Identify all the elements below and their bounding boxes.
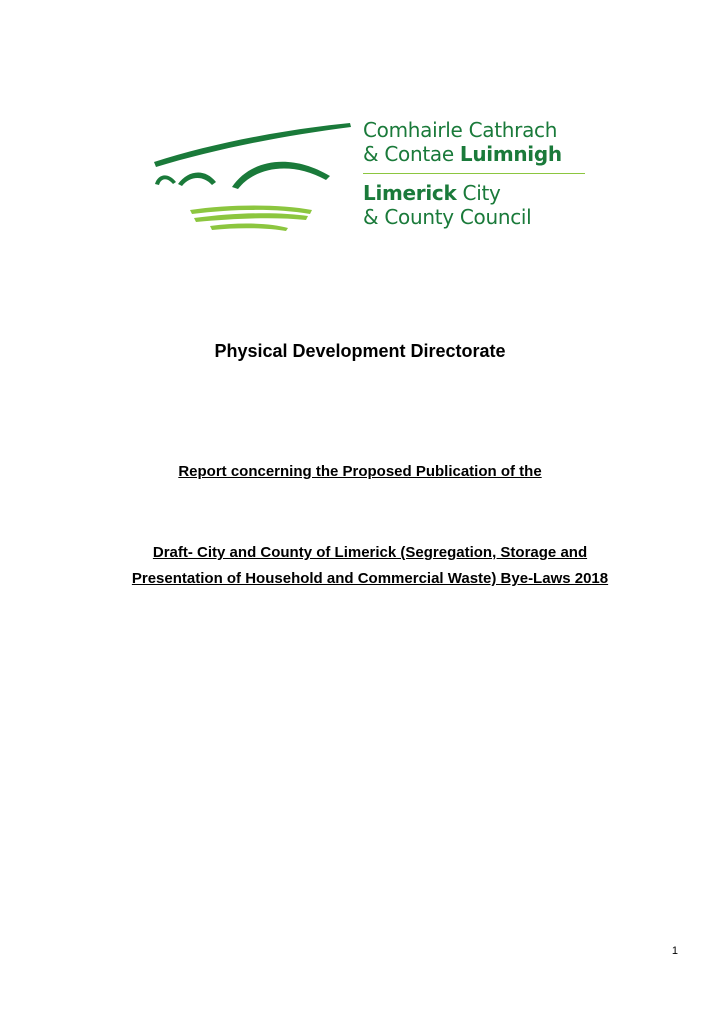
directorate-heading: Physical Development Directorate (214, 341, 506, 361)
logo-wordmark (363, 118, 588, 229)
logo-divider (363, 173, 585, 174)
bridge-emblem-icon (150, 112, 360, 237)
logo-english-rest: City (456, 181, 501, 205)
logo-english-line-2: & County Council (363, 205, 532, 229)
report-title: Report concerning the Proposed Publication of the (178, 463, 542, 480)
council-logo (150, 112, 590, 242)
logo-irish-prefix: & Contae (363, 142, 460, 166)
page-number: 1 (671, 945, 678, 957)
logo-irish-bold: Luimnigh (459, 142, 562, 166)
logo-irish-line-1: Comhairle Cathrach (363, 118, 558, 142)
draft-title-line-1: Draft- City and County of Limerick (Segregation, Storage and (152, 544, 588, 561)
draft-bye-laws-title (90, 540, 650, 592)
logo-english-bold: Limerick (363, 181, 457, 205)
logo-english-line-1 (363, 181, 588, 205)
logo-irish-line-2 (363, 142, 588, 166)
draft-title-line-2: Presentation of Household and Commercial Waste) Bye-Laws 2018 (131, 570, 609, 587)
